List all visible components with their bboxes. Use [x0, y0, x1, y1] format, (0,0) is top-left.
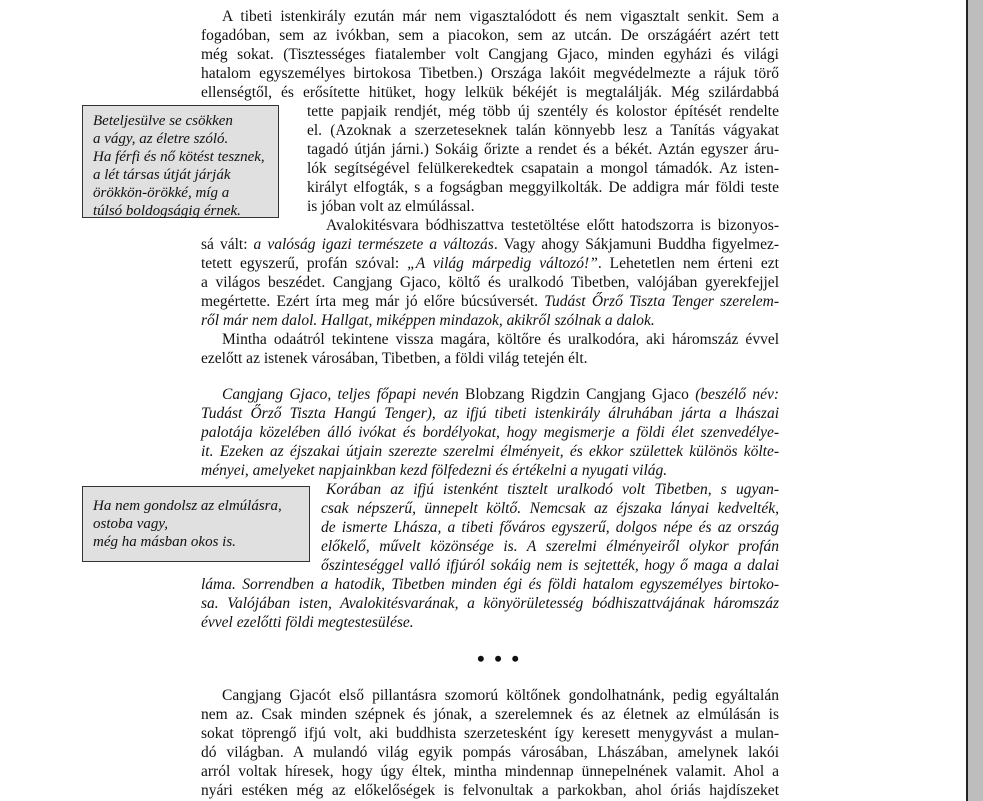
text-line — [307, 197, 474, 216]
poem-line: örökkön-örökké, míg a — [93, 185, 230, 201]
text-line — [201, 743, 779, 762]
italic-span: láma. Sorrendben a hatodik, Tibetben minden égi és földi hatalom egyszemélyes birtoko- — [201, 576, 779, 593]
italic-span: őszinteséggel valló ifjúról sokáig nem is sejtették, hogy ő maga a dalai — [321, 557, 779, 574]
text-line — [222, 7, 779, 26]
roman-span: Cangjang Gjacót első pillantásra szomorú költőnek gondolhatnánk, pedig egyáltalán — [222, 687, 779, 704]
text-line — [321, 518, 779, 537]
poem-box-2 — [82, 486, 310, 562]
poem-box-1 — [82, 105, 279, 218]
poem-line: Ha férfi és nő kötést tesznek, — [93, 149, 265, 165]
italic-span: Korában az ifjú istenként tisztelt uralkodó volt Tibetben, s ugyan- — [326, 481, 779, 498]
text-line — [307, 140, 779, 159]
roman-span: tagadó útján járni.) Sokáig őrizte a rendet és a békét. Aztán egyszer áru- — [307, 141, 779, 158]
italic-span: de ismerte Lhásza, a tibeti főváros egyszerű, dolgos népe és az ország — [321, 519, 779, 536]
roman-span: sokat töprengő ifjú volt, aki buddhista szerzetesként így keresett menygyvást a mulan- — [201, 725, 779, 742]
roman-span: arról voltak híresek, hogy úgy éltek, mintha mindennap ünnepelnének valamit. Ahol a — [201, 763, 779, 780]
text-line — [201, 404, 779, 423]
roman-span: el. (Azoknak a szerzeteseknek talán könnyebb lesz a Tanítás vágyakat — [307, 122, 779, 139]
roman-span: is jóban volt az elmúlással. — [307, 198, 475, 215]
text-line — [201, 762, 779, 781]
text-line — [201, 26, 779, 45]
roman-span: ezelőtt az istenek városában, Tibetben, a földi világ tetején élt. — [201, 350, 588, 367]
text-line — [201, 64, 779, 83]
text-line — [201, 705, 779, 724]
text-line — [201, 442, 779, 461]
roman-span: még sokat. (Tisztességes fiatalember volt Cangjang Gjaco, minden egyházi és világi — [201, 46, 779, 63]
roman-span: Avalokitésvara bódhiszattva testetöltése előtt hatodszorra is bizonyos- — [326, 217, 779, 234]
text-line — [321, 537, 779, 556]
poem-line: a vágy, az életre szóló. — [93, 131, 229, 147]
text-line — [222, 686, 779, 705]
poem-line: Ha nem gondolsz az elmúlásra, — [93, 498, 282, 514]
text-line — [326, 480, 779, 499]
roman-span: . Vagy ahogy Sákjamuni Buddha figyelmez- — [493, 236, 779, 253]
text-line — [307, 102, 779, 121]
roman-span: nyári estéken még az előkelőségek is felvonultak a parkokban, ahol óriás hajdíszeket — [201, 782, 779, 799]
italic-span: csak népszerű, ünnepelt költő. Nemcsak az éjszaka lányai kedvelték, — [321, 500, 779, 517]
text-line — [307, 159, 779, 178]
text-line — [201, 461, 667, 480]
roman-span: A tibeti istenkirály ezután már nem vigasztalódott és nem vigasztalt senkit. Sem a — [222, 8, 779, 25]
text-line — [321, 499, 779, 518]
text-line — [201, 273, 779, 292]
italic-span: ményei, amelyeket napjainkban kezd fölfedezni és értékelni a nyugati világ. — [201, 462, 668, 479]
italic-span: előkelő, művelt közönsége is. A szerelmi élményeiről olykor profán — [321, 538, 779, 555]
roman-span: Blobzang Rigdzin Cangjang Gjaco — [465, 386, 689, 403]
text-line — [201, 254, 779, 273]
italic-span: (beszélő név: — [688, 386, 779, 403]
italic-span: „A világ márpedig változó!” — [407, 255, 598, 272]
text-line — [307, 121, 779, 140]
italic-span: a valóság igazi természete a változás — [253, 236, 494, 253]
text-line — [326, 216, 779, 235]
section-separator: • • • — [477, 646, 522, 671]
text-line — [222, 330, 779, 349]
text-line — [222, 385, 779, 404]
text-line — [201, 83, 779, 102]
text-line — [201, 781, 779, 800]
italic-span: palotája közelében álló ivókat és bordélyokat, hogy megismerje a földi élet szenvedélye- — [201, 424, 779, 441]
text-line — [201, 423, 779, 442]
text-line — [201, 45, 779, 64]
roman-span: dó világban. A mulandó világ egyik pompás városában, Lhászában, amelynek lakói — [201, 744, 779, 761]
roman-span: ellenségtől, és erősítette hitüket, hogy lelkük békéjét is megtalálják. Még szilárdabbá — [201, 84, 779, 101]
roman-span: sá vált: — [201, 236, 254, 253]
poem-line: még ha másban okos is. — [93, 534, 236, 550]
text-line — [201, 724, 779, 743]
roman-span: . Lehetetlen nem érteni ezt — [597, 255, 779, 272]
text-line — [201, 575, 779, 594]
text-line — [201, 594, 779, 613]
italic-span: sa. Valójában isten, Avalokitésvarának, a könyörületesség bódhiszattvájának háromszáz — [201, 595, 779, 612]
text-line — [201, 235, 779, 254]
roman-span: lók segítségével felülkerekedtek csapatain a mongol támadók. Az isten- — [307, 160, 779, 177]
italic-span: it. Ezeken az éjszakai útjain szerezte szerelmi élményeit, és ekkor születtek különös költe- — [201, 443, 779, 460]
roman-span: a világos beszédet. Cangjang Gjaco, költő és uralkodó Tibetben, valójában gyerekfejjel — [201, 274, 779, 291]
roman-span: nem az. Csak minden szépnek és jónak, a szerelemnek és az életnek az elmúlásán is — [201, 706, 779, 723]
text-line — [201, 292, 779, 311]
italic-span: ről már nem dalol. Hallgat, miképpen mindazok, akikről szólnak a dalok. — [201, 312, 655, 329]
italic-span: Cangjang Gjaco, teljes főpapi nevén — [222, 386, 465, 403]
italic-span: Tudást Őrző Tiszta Hangú Tenger), az ifjú tibeti istenkirály álruhában járta a lhászai — [201, 405, 779, 422]
text-line — [321, 556, 779, 575]
poem-line: túlsó boldogságig érnek. — [93, 203, 241, 219]
text-line — [201, 349, 588, 368]
italic-span: évvel ezelőtti földi megtestesülése. — [201, 614, 414, 631]
poem-line: a lét társas útját járják — [93, 167, 231, 183]
poem-line: ostoba vagy, — [93, 516, 168, 532]
roman-span: tetett egyszerű, profán szóval: — [201, 255, 408, 272]
roman-span: Mintha odaátról tekintene vissza magára, költőre és uralkodóra, aki háromszáz évvel — [222, 331, 779, 348]
italic-span: Tudást Őrző Tiszta Tenger szerelem- — [544, 293, 779, 310]
roman-span: fogadóban, sem az ivókban, sem a piacokon, sem az utcán. De országáért azért tett — [201, 27, 779, 44]
roman-span: hatalom egyszemélyes birtokosa Tibetben.) Országa lakóit megvédelmezte a rájuk törő — [201, 65, 779, 82]
roman-span: megértette. Ezért írta meg már jó előre búcsúversét. — [201, 293, 545, 310]
text-line — [201, 613, 414, 632]
roman-span: királyt elfogták, s a fogságban meggyilkolták. De addigra már földi teste — [307, 179, 779, 196]
poem-line: Beteljesülve se csökken — [93, 113, 233, 129]
page-edge — [966, 0, 968, 801]
text-line — [307, 178, 779, 197]
roman-span: tette papjaik rendjét, még több új szentély és kolostor építését rendelte — [307, 103, 779, 120]
text-line — [201, 311, 655, 330]
